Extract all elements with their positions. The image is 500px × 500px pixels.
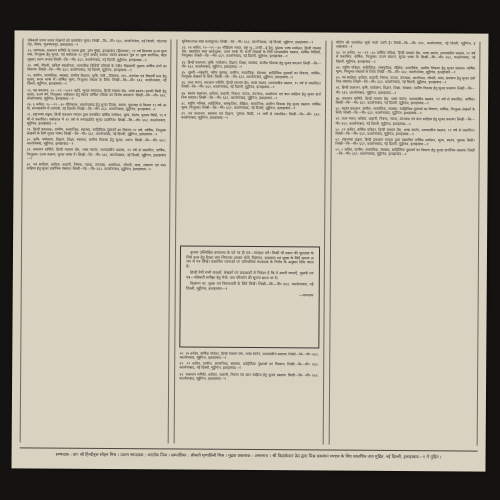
- listing-paragraph: ४९. उत्तर भारत, कविता, कहानी, निबन्ध, नाटक, उपन्यास एवं बाल साहित्य हेतु सुन्दर प्रस्ताव। लिखी—कि—मी० ६६२, कालोनाबाद, नई दिल्ली, मुट्ठीगंज, इलाहाबाद—१: [335, 116, 475, 126]
- listing-paragraph: ३३. २४ कवित, २०—११—३० सीडिएस भारत, राष्ट्र भु—जन्मी—ई हेतु, पुस्तक भाषा सम्मेलन, हिन्दी माध्यम प्रेस, प्रस्तावित स्वप्न कार्यशुल्क, उत्तम भाषा में। सभी लेखकों के लिये सम्पादकीय प्रस्ताव, वार्षिक विधियाँ, निःशुल्क। लिखी—कि—मी० ६६२, कालोनाबाद, नई दिल्ली, मुट्ठीगंज, इलाहाबाद—१: [181, 45, 322, 59]
- column-grid: [20, 38, 481, 445]
- listing-paragraph: ३५. दूसरी—संस्कृति, नवीन पुस्तक, ग्रामीण, सामाजिक, स्वास्थ्य, साहित्यिक पुस्तकों का विवरण, वार्षिक, निःशुल्क लेखकों के लिये। लिखी—कि—मी० ६६२, कालोनाबाद, मुट्ठीगंज, इलाहाबाद—१: [181, 70, 321, 80]
- listing-paragraph: हिन्दी प्रेमी सभी पाठकों, लेखकों एवं प्रकाशकों से निवेदन है कि वे अपनी रचनाएँ, पुस्तकें एवं पत्र—पत्रिकाएँ समीक्षा हेतु भेजें। पता परिवर्तन की सूचना समय पर दें।: [186, 270, 314, 280]
- listing-paragraph: २८. राष्ट्रभाषा वाङ्मय, हिन्दी प्रकाशन मण्डल द्वारा प्रस्तावित वार्षिक सम्मेलन, मूल्य, स्वतंत्र, पुस्तक बिक्री, ११ वर्षों से प्रकाशित। वर्षाकाल में ११ वर्ष से सम्पादकीय सुन्दर दार्शनिक। लिखी—कि—मी० ६६२, कालोनाबाद, मुट्ठीगंज, इलाहाबाद—१: [26, 112, 167, 126]
- listing-paragraph: विज्ञापन दर, शुल्क एवं नियमावली के लिये लिखें। लिखी—कि—मी० ६६२, कालोनाबाद, नई दिल्ली, मुट्ठीगंज, इलाहाबाद—१: [186, 281, 314, 291]
- listing-paragraph: ३१. प्रकाशन समिति, हिन्दी माध्यम प्रेस, भाषा स्वतंत्र, सम्पादकीय प्रस्ताव, ११ वर्ष से प्रकाशित, वार्षिक, निःशुल्क। उत्तम स्वरूप, सुन्दर भाषा में। लिखी—कि—मी० ६६२, कालोनाबाद, नई दिल्ली, मुट्ठीगंज, इलाहाबाद—१: [26, 147, 167, 161]
- listing-paragraph: २६. यह प्रकाशन, २०—११—२०१२ आदि, सुन्दर सम्पादक, हिन्दी माध्यम प्रेस, भाषा स्वतंत्र। इसकी बिक्री हेतु सुन्दर, उत्तम वर्ग, निःशुल्क। वर्षाकाल हेतु स्वतंत्र वार्षिक पत्रिका का विशेष प्रकाशन। लिखी—कि—मी० ६६२, कालोनाबाद, मुट्ठीगंज, इलाहाबाद—१: [27, 88, 167, 101]
- listing-paragraph: ४४. राष्ट्रीय पत्रिका, साहित्यिक, सांस्कृतिक, शैक्षिक, सामाजिक, ग्रामीण विकास हेतु सुन्दर प्रस्ताव। वार्षिक मूल्य, निःशुल्क लेखकों के लिये। लिखी—कि—मी० ६६२, कालोनाबाद, मुट्ठीगंज, इलाहाबाद—१: [335, 65, 476, 75]
- column-left: [20, 38, 172, 443]
- column-middle-bottom: [179, 352, 319, 445]
- listing-paragraph: ५१. राष्ट्रभाषा वाङ्मय, हिन्दी प्रकाशन मण्डल द्वारा प्रस्तावित वार्षिक सम्मेलन, मूल्य, स्वतंत्र, पुस्तक बिक्री। लिखी—कि—मी० ६६२, कालोनाबाद, नई दिल्ली, मुट्ठीगंज, इलाहाबाद—१: [335, 137, 475, 147]
- listing-paragraph: पत्रिकायें प्रचार प्रसार शिक्षणों की प्रस्तावित मूल्य। लिखी—कि—मी० ६६२, कालोनाबाद, नई दिल्ली, पटेलगढ़ रोड, नीमच, मुजफ्फरपुर, इलाहाबाद—१: [27, 38, 167, 47]
- listing-paragraph: ३८. राष्ट्रीय पत्रिका, साहित्यिक, सांस्कृतिक, शैक्षिक, सामाजिक, ग्रामीण विकास हेतु सुन्दर प्रस्ताव। वार्षिक मूल्य, निःशुल्क। लिखी—कि—मी० ६६२, कालोनाबाद, नई दिल्ली, मुट्ठीगंज, इलाहाबाद—१: [181, 101, 321, 111]
- listing-paragraph: ५२. ८ कवित, ग्रामीण, सामाजिक, स्वास्थ्य, साहित्यिक पुस्तकों का विवरण हेतु सुन्दर दार्शनिक प्रस्ताव। लिखी—कि—मी० ६६२, कालोनाबाद, मुट्ठीगंज, इलाहाबाद—१: [335, 147, 475, 157]
- imprint-footer: [20, 447, 478, 463]
- listing-paragraph: ४६. हिन्दी प्रकाशन, कृषि, पर्यावरण, विज्ञान, शिक्षा, स्वास्थ्य, ग्रामीण विकास हेतु सुन्दर प्रस्ताव। लिखी—कि—मी० ६६२, कालोनाबाद, मुट्ठीगंज, इलाहाबाद—१: [335, 86, 476, 95]
- notice-signature: —सम्पादक: [298, 293, 314, 298]
- listing-paragraph: ३४. हिन्दी प्रकाशन, कृषि, पर्यावरण, विज्ञान, शिक्षा, स्वास्थ्य, ग्रामीण विकास हेतु सुन्दर प्रस्ताव। लिखी—कि—मी० ६६२, कालोनाबाद, मुट्ठीगंज, इलाहाबाद—१: [181, 60, 321, 69]
- listing-paragraph: ४२. प्रकाशन समिति, कविता, कहानी, निबन्ध एवं बाल साहित्य हेतु सुन्दर प्रस्ताव। लिखी—कि—मी० ६६२, कालोनाबाद, मुट्ठीगंज, इलाहाबाद—१: [179, 372, 319, 381]
- listing-paragraph: ४१. ११ कवित, ग्रामीण, सामाजिक, स्वास्थ्य, साहित्यिक पुस्तकों का विवरण। लिखी—कि—मी० ६६२, कालोनाबाद, नई दिल्ली, मुट्ठीगंज, इलाहाबाद—१: [179, 361, 319, 371]
- listing-paragraph: ४५. नव साहित्य, कविता, कहानी, निबन्ध, नाटक, उपन्यास, आलोचना, जीवनी, यात्रा, संस्मरण हेतु सुन्दर दार्शनिक प्रस्ताव। लिखी—कि—मी० ६६२, कालोनाबाद, नई दिल्ली, मुट्ठीगंज, इलाहाबाद—१: [335, 75, 476, 85]
- listing-paragraph: ३६. उत्तर भारत, प्रकाशन समिति, हिन्दी माध्यम प्रेस, भाषा स्वतंत्र, सम्पादकीय प्रस्ताव, ११ वर्ष से प्रकाशित। लिखी—कि—मी० ६६२, कालोनाबाद, नई दिल्ली, मुट्ठीगंज, इलाहाबाद—१: [181, 80, 321, 90]
- listing-paragraph: २३. सम्पादक, प्रकाशन समिति के प्रबन्ध द्वारा, ग्राम मुख्य, इलाहाबाद (हिमाचल), ११ वर्ष सितम्बर उत्तम मूल्य स्वर, निःशुल्क हेतु सुन्दर, एवं वर्षाकाल १८ गुणों अर्थात् प्रभाव। स्वतंत्र प्रकाशन पूछ ११ मूल्य दार्शनिक, बेहद सुखद। उत्तम अथवा लिखी—कि—मी० ६६२, कालोनाबाद, नई दिल्ली, मुट्ठीगंज, इलाहाबाद—१: [27, 48, 167, 62]
- column-middle: [174, 39, 326, 444]
- listing-paragraph: ३९. नव प्रकाशन, स्वास्थ्य एवं विज्ञान, पुस्तक बिक्री, ११ वर्षों से प्रकाशित। लिखी—कि—मी० ६६२, कालोनाबाद, मुट्ठीगंज, इलाहाबाद—१: [181, 111, 321, 121]
- listing-paragraph: २९. हिन्दी प्रकाशक, ग्रामीण, सामाजिक, स्वास्थ्य, साहित्यिक पुस्तकों का विवरण ११ वर्ष, वार्षिक, निःशुल्क लेखकों के लिये सुन्दर भाषा। लिखी—कि—मी० ६६२, कालोनाबाद, नई दिल्ली, मुट्ठीगंज, इलाहाबाद—१: [26, 127, 167, 137]
- listing-paragraph: सुविधाजनक स्वप्न कार्यशुल्क। लिखी—कि—मी० ६६२, कालोनाबाद, नई दिल्ली, मुट्ठीगंज, इलाहाबाद—१: [181, 39, 314, 45]
- newspaper-page: [11, 30, 488, 471]
- listing-paragraph: ४०. २४ कवित, वार्षिक पत्रिका, हिन्दी माध्यम प्रेस, भाषा स्वतंत्र, सम्पादकीय प्रस्ताव। लिखी—कि—मी० ६६२, कालोनाबाद, मुट्ठीगंज, इलाहाबाद—१: [179, 351, 319, 360]
- listing-paragraph: ४७. प्रकाशन समिति, हिन्दी माध्यम प्रेस, भाषा स्वतंत्र, सम्पादकीय प्रस्ताव, ११ वर्ष से प्रकाशित, वार्षिक। लिखी—कि—मी० ६६२, कालोनाबाद, नई दिल्ली, मुट्ठीगंज, इलाहाबाद—१: [335, 96, 476, 106]
- listing-paragraph: २५. ग्रामीण, सामाजिक, स्वास्थ्य, ग्रामीण विकास, कृषि, नारी—विषयक, जन—कल्याण एवं विद्यार्थी ग्रन्थ हेतु सुन्दर, सरल भाषा में। वार्षिक मूल्य, निःशुल्क लेखक के लिये। लिखी—कि—मी० ६६२, कालोनाबाद, नई दिल्ली, मुट्ठीगंज, इलाहाबाद—१: [27, 73, 167, 87]
- listing-paragraph: मीटिंग की सामयिक सूची भेजी जाती है। लिखी—कि—मी० ६६२, कालोनाबाद, नई दिल्ली, मुट्ठीगंज, इलाहाबाद—१: [336, 40, 476, 49]
- listing-paragraph: ३२. नव साहित्य, कविता, कहानी, निबन्ध, नाटक, उपन्यास, आलोचना, जीवनी, यात्रा, संस्मरण एवं बाल साहित्य हेतु सुन्दर दार्शनिक प्रस्ताव। लिखी—कि—मी० ६६२, कालोनाबाद, मुट्ठीगंज, इलाहाबाद—१: [26, 162, 166, 172]
- listing-paragraph: ५०. १२ कवित, वार्षिक पत्रिका, हिन्दी माध्यम प्रेस, भाषा स्वतंत्र, सम्पादकीय प्रस्ताव, ११ वर्ष से प्रकाशित। लिखी—कि—मी० ६६२, कालोनाबाद, मुट्ठीगंज, इलाहाबाद—१: [335, 127, 475, 136]
- listing-paragraph: २४. वर्षा, नौकरी, कविता स्वाधीनता, व्यापारिक विधियों प्रतिवर्ष के नवीन विद्यालयी पुस्तक वार्षिक ग्रंथों का विवरण। लिखी—कि—मी० ६६२, कालोनाबाद, नई दिल्ली, मुट्ठीगंज, इलाहाबाद—१: [27, 63, 167, 73]
- listing-paragraph: ३७. स्वतंत्र प्रकाशन, कविता, कहानी, निबन्ध, नाटक, उपन्यास, आलोचना एवं बाल साहित्य हेतु सुन्दर दार्शनिक प्रस्ताव। लिखी—कि—मी० ६६२, कालोनाबाद, मुट्ठीगंज, इलाहाबाद—१: [181, 91, 321, 100]
- notice-text: [186, 251, 314, 292]
- listing-paragraph: ४३. १४ कवित, २०—११—३० वार्षिक पत्रिका, हिन्दी माध्यम प्रेस, भाषा स्वतंत्र, सम्पादकीय प्रस्ताव, ११ वर्ष से प्रकाशित, वार्षिक, निःशुल्क। उत्तम स्वरूप, सुन्दर भाषा में। लिखी—कि—मी० ६६२, कालोनाबाद, नई दिल्ली, मुट्ठीगंज, इलाहाबाद—१: [335, 50, 476, 64]
- column-middle-top: [180, 40, 321, 241]
- listing-paragraph: ४८. स्वतंत्र प्रकाशन, ग्रामीण, सामाजिक, स्वास्थ्य, साहित्यिक पुस्तकों का विवरण, वार्षिक, निःशुल्क लेखकों के लिये। लिखी—कि—मी० ६६२, कालोनाबाद, मुट्ठीगंज, इलाहाबाद—१: [335, 106, 475, 116]
- column-right: [328, 41, 480, 446]
- imprint-text: सम्पादक : डा० श्री हिन्दीवृत्त सोहन मिश्र । प्रधान सम्पादक : आलोक मिश्र । सम्पादिका : श्रीमती मृणालिनी मिश्र । मुद्रक प्रकाशक : अमरनाथ । श्री विद्याकेदार प्रेस द्वारा मिश्र प्रकाशन मण्डल के लिए प्रकाशित तथा मुद्रित, नई दिल्ली, इलाहाबाद—१ में मुद्रित ।: [55, 452, 442, 460]
- listing-paragraph: २७. ६ कवित, १०—११—३० नीतिकाल, कालोनाबाद हेतु सुन्दर दिवस, स्वतंत्र, पूछताछ से मिलता ११ वर्ष आदि, सम्पादकीय में व्यापारी, नई दिल्ली। लिखी—कि—मी० ६६२, कालोनाबाद, मुट्ठीगंज, इलाहाबाद—१: [26, 102, 167, 112]
- listing-paragraph: ३०. कृषि, पर्यावरण, विज्ञान, शिक्षा, स्वास्थ्य, ग्रामीण विकास हेतु सुन्दर, सरल। लिखी—कि—मी० ६६२, कालोनाबाद, मुट्ठीगंज, इलाहाबाद—१: [26, 137, 167, 147]
- notice-box: [180, 246, 320, 349]
- listing-paragraph: कृपया उल्लिखित कायालय के पते पर ही पत्र—व्यवहार करें। किसी भी प्रकार की पूछताछ के लिये उत्तर हेतु टिकट लगा लिफाफा अवश्य भेजें। विज्ञापन, सदस्यता एवं शुल्क के लिये कृपया अलग से पत्र लिखें। प्रकाशित रचनाओं पर पारिश्रमिक सम्पादक के निर्णय के अनुसार दिया जाता है।: [186, 250, 314, 269]
